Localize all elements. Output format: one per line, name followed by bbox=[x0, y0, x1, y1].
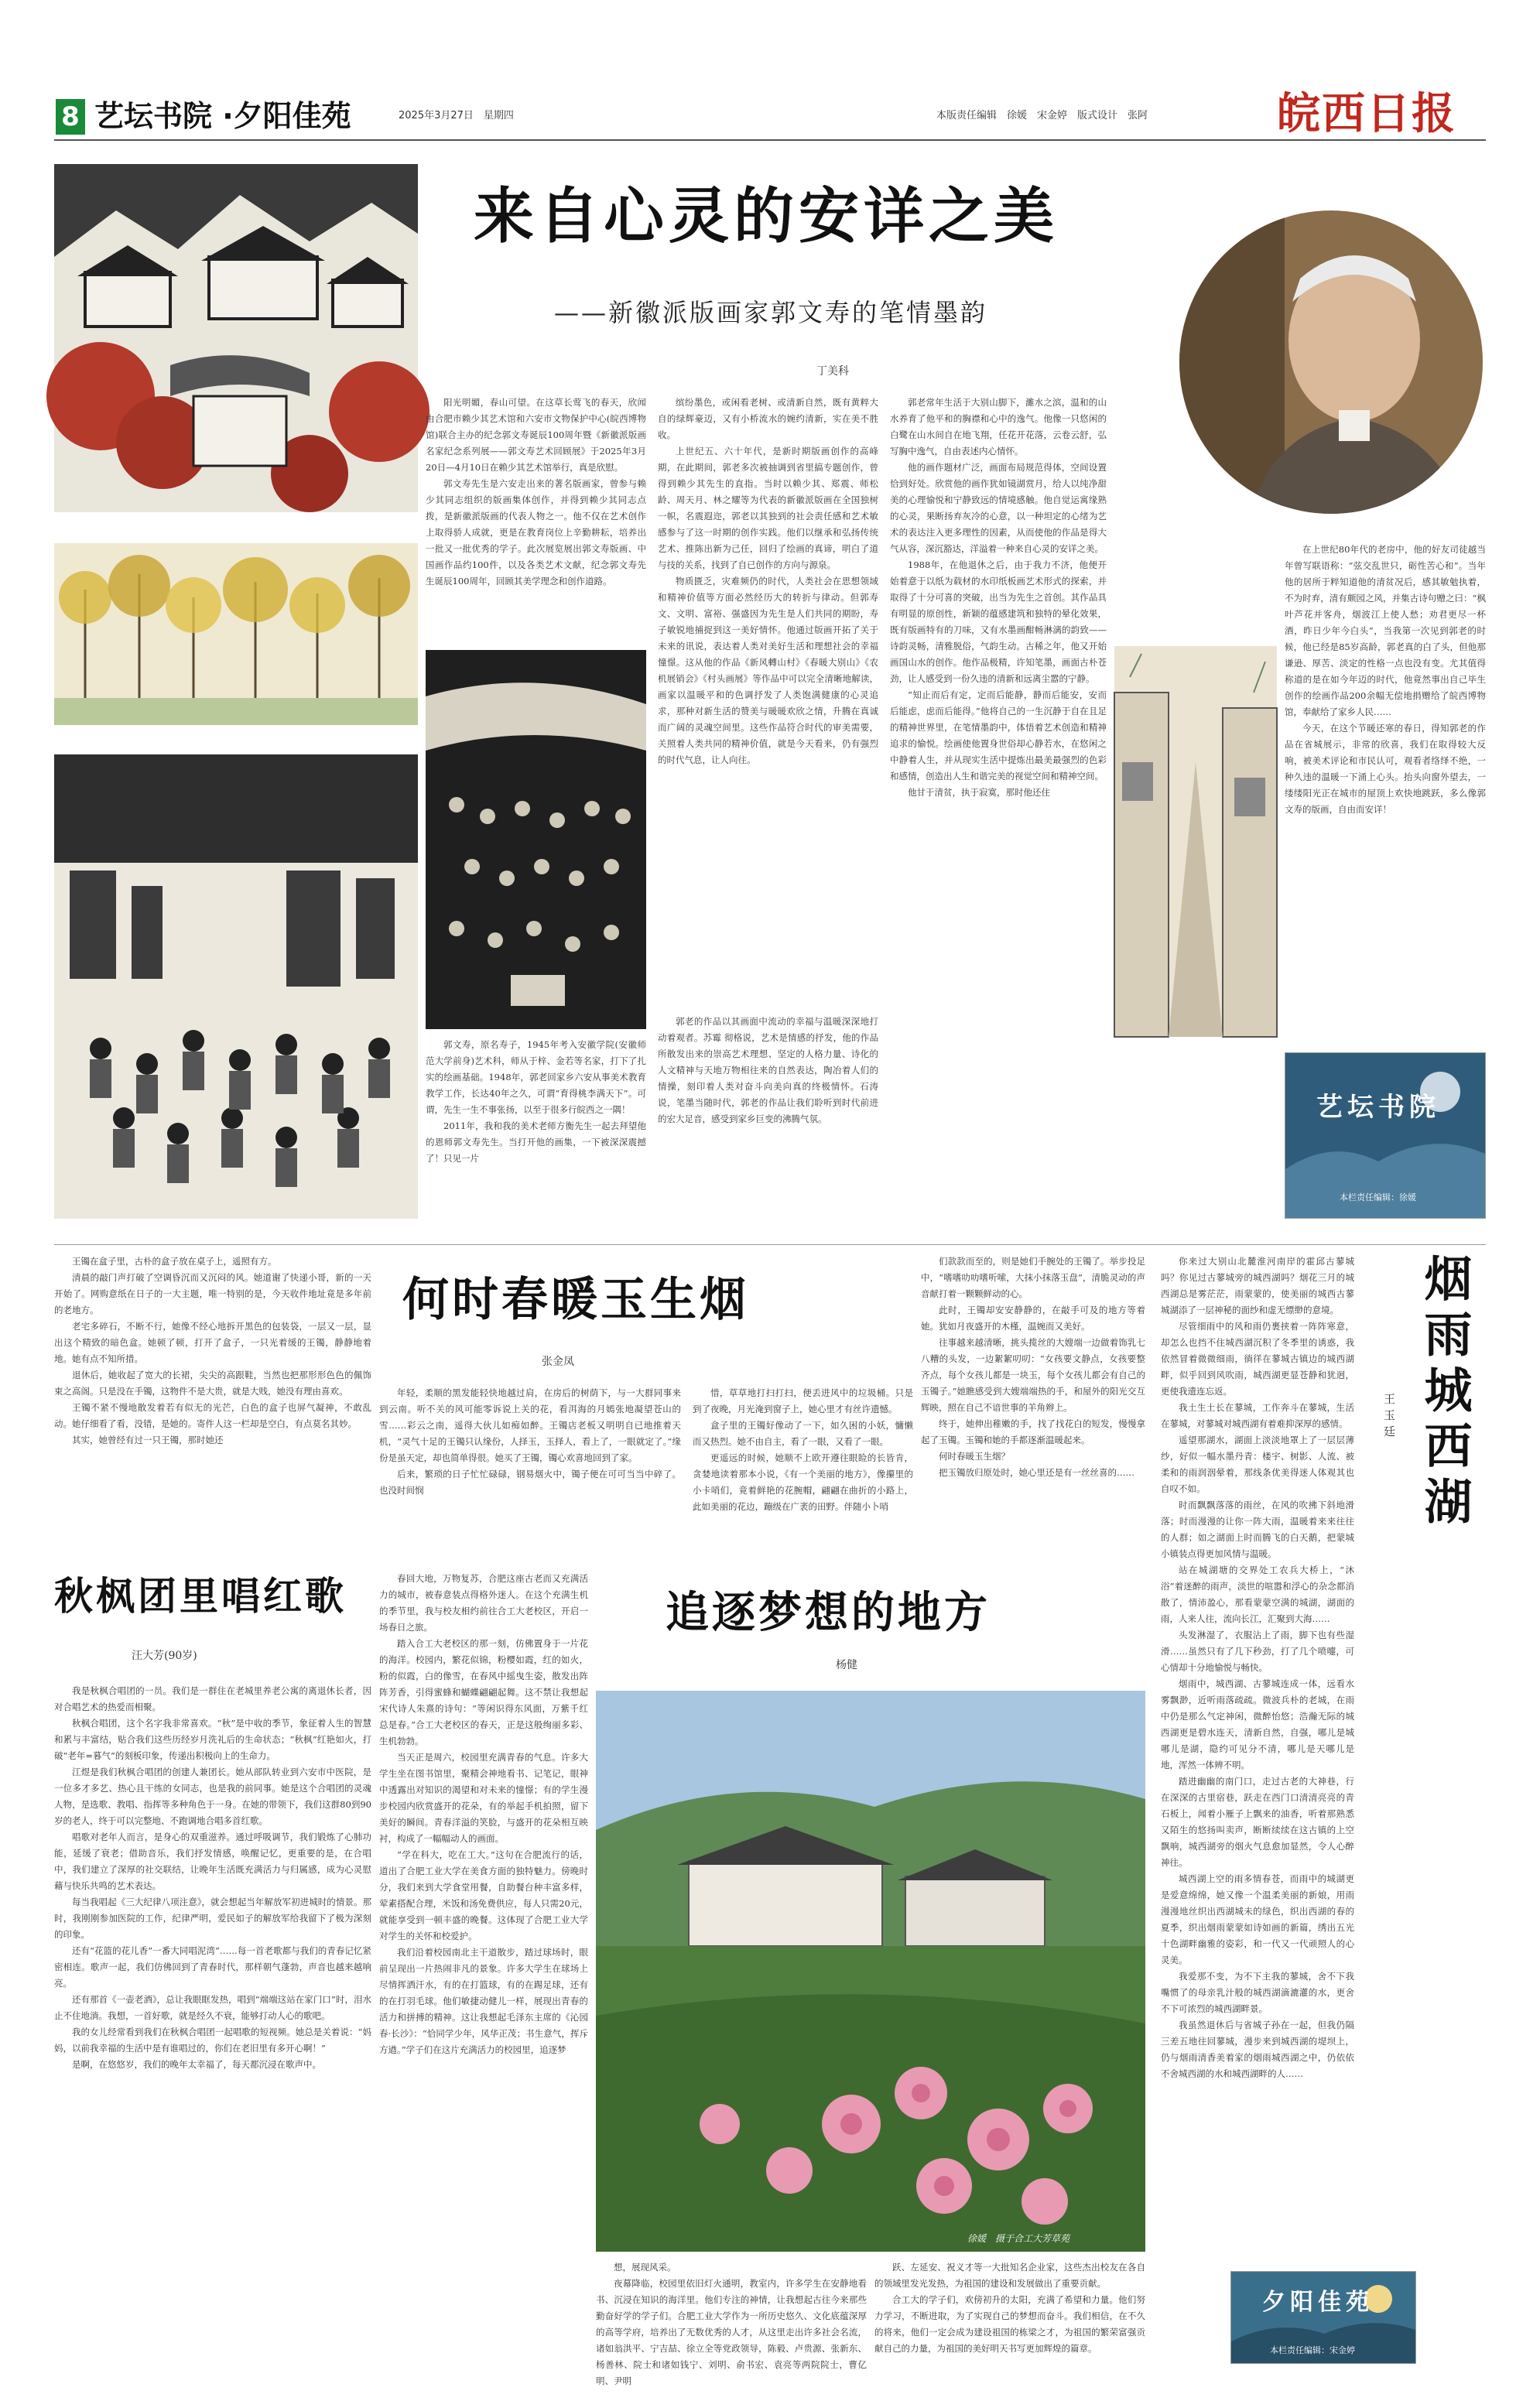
article-5-column-1: 春回大地，万物复苏，合肥这座古老而又充满活力的城市，被春意装点得格外迷人。在这个充满生机的季节里，我与校友相约前往合工大老校区，开启一场春日之旅。 踏入合工大老校区的那一刻，仿佛置身于一片花的海洋。校园内，繁花似锦，粉樱如霞，红的如火，粉的似霞，白的像雪，在春风中摇曳生姿，散发出阵阵芳香，引得蜜蜂和蝴蝶翩翩起舞。这不禁让我想起宋代诗人朱熹的诗句：“等闲识得东风面，万紫千红总是春。”合工大老校区的春天，正是这般绚丽多彩、生机勃勃。 当天正是周六，校园里充满青春的气息。许多大学生坐在图书馆里，聚精会神地看书、记笔记，眼神中透露出对知识的渴望和对未来的憧憬；有的学生漫步校园内欣赏盛开的花朵，有的举起手机拍照，留下美好的瞬间。青春洋溢的笑脸，与盛开的花朵相互映衬，构成了一幅幅动人的画面。 “学在科大，吃在工大。”这句在合肥流行的话，道出了合肥工业大学在美食方面的独特魅力。傍晚时分，我们来到大学食堂用餐，自助餐台种丰富多样，荤素搭配合理，米饭和汤免费供应，每人只需20元，就能享受到一顿丰盛的晚餐。这体现了合肥工业大学对学生的关怀和校爱护。 我们沿着校园南北主干道散步，踏过球场时，眼前呈现出一片热闹非凡的景象。许多大学生在球场上尽情挥洒汗水，有的在打篮球，有的在踢足球，还有的在打羽毛球。他们敏捷动健儿一样，展现出青春的活力和拼搏的精神。这让我想起毛泽东主席的《沁园春·长沙》：“恰同学少年，风华正茂；书生意气，挥斥方遒。”学子们在这片充满活力的校园里，追逐梦 bbox=[379, 1573, 588, 2055]
masthead-logo: 皖西日报 bbox=[1277, 88, 1456, 139]
article-3-byline: 王玉廷 bbox=[1382, 1393, 1396, 1442]
article-5-column-3: 跃、左延安、祝义才等一大批知名企业家，这些杰出校友在各自的领域里发光发热，为祖国的建设和发展做出了重要贡献。 合工大的学子们，欢傍初升的太阳，充满了希望和力量。他们努力学习，不断进取，为了实现自己的梦想而奋斗。我们相信，在不久的将来，他们一定会成为建设祖国的栋梁之才，为祖国的繁荣富强贡献自己的力量，为祖国的美好明天书写更加辉煌的篇章。 bbox=[874, 2262, 1145, 2354]
article-1-title: 来自心灵的安详之美 bbox=[474, 182, 1059, 251]
badge-title-yitan: 艺坛书院 bbox=[1316, 1092, 1440, 1123]
article-2-column-3: 惜，草草地打扫打扫，便丢进风中的垃圾桶。只是到了夜晚，月光淹到窗子上，她心里才有丝许遗憾。 盒子里的王镯好像动了一下，如久困的小妖，慵懒而又热烈。她不由自主，看了一眼，又看了一眼。 更遥远的时候，她顺不上欧开遵往眼睑的长皆肯，贪婪地读着那本小说，《有一个美丽的地方》，像攥里的小卡哨们，竟着鲜艳的花腕帽，翩翩在曲折的小路上，此如美丽的花边，蹦级在广袤的田野。伴随小卜哨 bbox=[693, 1387, 913, 1512]
crowd-woodcut-artwork bbox=[54, 754, 418, 1219]
article-2-column-1: 王镯在盒子里，古朴的盒子放在桌子上，遥照有方。 清晨的敲门声打破了空调昏沉而又沉闷的风。她道谢了快递小哥，新的一天开始了。网购意纸在日子的一大主题，唯一特别的是，今天收件地址竟是多年前的老地方。 老宅多碎石，不断不行，她像不经心地拆开黑色的包装袋，一层又一层，显出这个精致的暗色盒。她顿了顿，打开了盒子，一只光着缓的王镯，静静地着地。她有点不知所措。 退休后，她收起了宽大的长裙，尖尖的高跟鞋，当然也把那形形色色的佩饰束之高阁。只是没在手镯，这物件不是大贵，就是大贱，她没有理由喜欢。 王镯不紧不慢地散发着若有似无的光芒，白色的盒子也屏气凝神，不敢乱动。她仔细看了看，没错，是她的。寄件人这一栏却是空白，有点莫名其妙。 其实，她曾经有过一只王镯，那时她还 bbox=[54, 1256, 371, 1445]
section-divider bbox=[54, 1244, 1486, 1245]
article-1-byline: 丁美科 bbox=[816, 365, 849, 378]
badge-editor-xiyang: 本栏责任编辑：宋金婷 bbox=[1270, 2345, 1355, 2355]
issue-date: 2025年3月27日 星期四 bbox=[399, 110, 514, 121]
alley-painting bbox=[1114, 646, 1277, 1037]
photo-caption: 徐媛 摄于合工大芳草苑 bbox=[967, 2233, 1070, 2244]
article-1-subtitle: ——新徽派版画家郭文寿的笔情墨韵 bbox=[554, 298, 988, 327]
article-2-byline: 张金凤 bbox=[542, 1356, 574, 1368]
artist-portrait-photo bbox=[1176, 186, 1486, 538]
article-4-title: 秋枫团里唱红歌 bbox=[54, 1574, 347, 1619]
badge-title-xiyang: 夕阳佳苑 bbox=[1262, 2289, 1374, 2316]
article-1-column-4: 在上世纪80年代的老房中，他的好友司徒越当年曾写联语称：“弦交乱世只，砺性苦心和”。当年他的居所于粹知道他的清贫况后，感其敏勉执着，不为时弃，清有颇园之风，并集古诗句赠之曰：“枫叶芦花并客舟，烟波江上使人愁；劝君更尽一杯酒，昨日少年今白头”，当我第一次见到郭老的时候，他已经是85岁高龄，郭老真的白了头，但他那谦逊、厚苦、淡定的性格一点也没有变。尤其值得称道的是在如今年迈的时代，他竟然事出自己毕生创作的绘画作品200余幅无偿地捐赠给了皖西博物馆，奉献给了家乡人民…… 今天，在这个节暖还寒的春日，得知郭老的作品在省城展示，非常的欣喜，我们在取得较大反响，被美术评论和市民认可，观看者络绎不绝，一种久违的温暖一下涌上心头。抬头向窗外望去，一缕缕阳光正在城市的屋顶上欢快地跳跃，多么像郭文寿的版画，自由而安详！ bbox=[1285, 544, 1486, 815]
column-badge-yitan bbox=[1285, 1052, 1486, 1219]
article-1-column-2: 缤纷墨色，或闲看老树、或清新自然，既有黄粹大自的绿辉豪迈，又有小桥流水的婉约清新，实在美不胜收。 上世纪五、六十年代，是新时期版画创作的高峰期，在此期间，郭老多次被抽调到省里搞专题创作，曾得到赖少其先生的直指。当时以赖少其、郑震、师松龄、周天月、林之耀等为代表的新徽派版画在全国独树一帜，名震遐迩，郭老以其独到的社会责任感和艺术敏感参与了这一时期的创作实践。他们以继承和弘扬传统艺术、推陈出新为己任，回归了绘画的真谛，明白了道与技的关系，找到了自已创作的方向与源泉。 物质匮乏，灾难频仍的时代，人类社会在思想领域和精神价值等方面必然经历大的转折与律动。但郭寿文、文明、富裕、强盛因为先生是人们共同的期盼，寿子敏锐地捕捉到这一美好情怀。他通过版画开拓了关于未来的讯说，表达着人类对美好生活和理想社会的幸福憧憬。这从他的作品《新风轉山村》《春暖大别山》《农机展销会》《村头画展》等作品中可以完全清晰地解读，画家以温暖平和的色调抒发了人类饱满健康的心灵追求，那种对新生活的赞美与暖暖欢欣之情，升腾在真诚而广阔的灵魂空间里。这些作品符合时代的审美需要，关照着人类共同的精神价值，就是今天看来，仍有强烈的时代气息，让人向往。 bbox=[658, 397, 878, 765]
autumn-trees-painting bbox=[54, 543, 418, 725]
article-1-column-3: 郭老常年生活于大别山脚下，濉水之滨，温和的山水养育了他平和的胸襟和心中的逸气。他像一只悠闲的白鹭在山水间自在地飞翔，任花开花落，云卷云舒，弘写胸中逸气，自由表述内心情怀。 他的画作题材广泛，画面布局规范得体，空间设置恰到好处。欣赏他的画作犹如镜湖赏月，给人以纯净甜美的心理愉悦和宁静致远的情境感触。他自觉运寓缘熟的心灵，果断扬弃灰冷的心意，以一种坦定的心绪为艺术的表达注入更多理性的因素，从而使他的作品是得大气从容，深沉豁达，洋溢着一种来自心灵的安详之美。 1988年，在他退休之后，由于我力不济，他便开始着意于以纸为载材的水印纸板画艺术形式的探索，并取得了十分可喜的突破，出当为先生之首创。其作品具有明显的原创性，新颖的蕴感建筑和独特的晕化效果，既有版画特有的刀味，又有水墨画酣畅淋漓的韵致——诗韵灵畅，清雅脱俗，气韵生动。古稀之年，他又开始画国山水的创作。他作品极精，许知笔墨，画面古朴苍劲，让人感受到一份久违的清新和远离尘嚣的宁静。 “知止而后有定，定而后能静，静而后能安，安而后能虑，虑而后能得。”他将自己的一生沉静于自在且足的精神世界里，在笔情墨韵中，体悟着艺术创造和精神追求的愉悦。绘画使他置身世俗却心静若水，在悠闲之中静着人生，并从现实生活中提炼出最美最强烈的色彩和感情，创造出人生和谐完美的视觉空间和精神空间。 他甘于清贫，执于寂寞，那时他还住 bbox=[890, 397, 1107, 798]
page-editors: 本版责任编辑 徐媛 宋金婷 版式设计 张阿 bbox=[936, 110, 1148, 121]
page-number: 8 bbox=[56, 99, 85, 135]
article-2-title: 何时春暖玉生烟 bbox=[402, 1273, 749, 1327]
badge-editor-yitan: 本栏责任编辑：徐媛 bbox=[1340, 1192, 1416, 1202]
article-1-column-2b: 郭老的作品以其画面中流动的幸福与温暖深深地打动着观者。苏霉 彻格说，艺术是情感的抒发，他的作品所散发出来的崇高艺术理想、坚定的人格力量、诗化的人文精神与天地万物相往来的自然表达，陶冶着人们的情操，刻印着人类对奋斗向美向真的终极情怀。石涛说，笔墨当随时代，郭老的作品让我们聆听到时代前进的宏大足音，感受到家乡巨变的沸腾气氛。 bbox=[658, 1016, 878, 1124]
article-5-byline: 杨健 bbox=[836, 1659, 857, 1671]
woodcut-village-artwork bbox=[54, 164, 418, 512]
article-4-byline: 汪大芳(90岁) bbox=[132, 1650, 197, 1662]
column-badge-xiyang bbox=[1230, 2271, 1416, 2364]
header-rule bbox=[54, 139, 1486, 141]
section-title: 艺坛书院 ·夕阳佳苑 bbox=[94, 99, 351, 133]
article-5-title: 追逐梦想的地方 bbox=[666, 1588, 991, 1638]
article-2-column-2: 年轻，柔顺的黑发能轻快地越过肩，在房后的树荫下，与一大群同事来到云南。听不关的风可能零诉说上关的花，看洱海的月嫣张地凝望苍山的雪……彩云之南，遥得大伙儿如痴如醉。王镯店老板又明明自已地推着天机，“灵气十足的王镯只认缘份，人择玉，玉择人，看上了，一眼就定了。”缘份是虽天定，却也简单得很。她买了王镯，镯心欢喜地回到了家。 后来，繁琐的日子忙忙碌碌，钢易烟火中，镯子便在可可当当中碎了。也没时间悯 bbox=[379, 1387, 681, 1496]
article-1-column-1b: 郭文寿，原名寿子，1945年考入安徽学院(安徽师范大学前身)艺术科，师从于梓、金若等名家，打下了扎实的绘画基础。1948年，郭老回家乡六安从事美术教育教学工作，长达40年之久，可谓“育得桃李满天下”。可谓，先生一生不事张扬，以至于很多行皖西之一隅！ 2011年，我和我的美术老师方衡先生一起去拜望他的恩师郭文寿先生。当打开他的画集，一下被深深震撼了！只见一片 bbox=[426, 1039, 646, 1164]
article-1-column-1: 阳光明媚，春山可望。在这草长莺飞的春天，欣闻由合肥市赖少其艺术馆和六安市文物保护中心(皖西博物馆)联合主办的纪念郭文寿诞辰100周年暨《新徽派版画名家纪念系列展——郭文寿艺术回顾展》于2025年3月20日—4月10日在赖少其艺术馆举行，真是欣慰。 郭文寿先生是六安走出来的著名版画家，曾参与赖少其同志组织的版画集体创作，并得到赖少其同志点拨，是新徽派版画的代表人物之一。他不仅在艺术创作上取得骄人成就，更是在教育岗位上辛勤耕耘，培养出一批又一批优秀的学子。此次展览展出郭文寿版画、中国画作品约100件，以及各类艺术文献，纪念郭文寿先生诞辰100周年，回顾其美学理念和创作道路。 bbox=[426, 397, 646, 587]
article-4-column: 我是秋枫合唱团的一员。我们是一群住在老城里养老公寓的离退休长者，因对合唱艺术的热爱而相聚。 秋枫合唱团，这个名字我非常喜欢。“秋”是中收的季节，象征着人生的智慧和累与丰富结，贴合我们这些历经岁月洗礼后的生命状态；“秋枫”红艳如火，打破“老年=暮气”的刻板印象，传递出积极向上的生命力。 江煜是我们秋枫合唱团的创建人兼团长。她从部队转业到六安市中医院，是一位多才多艺、热心且干练的女同志，也是我的前同事。她是这个合唱团的灵魂人物，是选歌、教唱、指挥等多种角色于一身。在她的带领下，我们这群80到90岁的老人，终于可以完整地、不跑调地合唱多首红歌。 唱歌对老年人而言，是身心的双重滋养。通过呼吸调节，我们锻炼了心肺功能，延缓了衰老；借助音乐，我们抒发情感，唤醒记忆，更重要的是，在合唱中，我们建立了深厚的社交联结，让晚年生活既充满活力与归属感，成为心灵慰藉与快乐共鸣的艺术表达。 每当我唱起《三大纪律八项注意》，就会想起当年解放军初进城时的情景。那时，我刚刚参加医院的工作，纪律严明，爱民如子的解放军给我留下了极为深刻的印象。 还有“花篮的花儿香”一番大同唱泥湾”……每一首老歌都与我们的青春记忆紧密相连。歌声一起，我们仿佛回到了青春时代，那样朝气蓬勃，声音也越来越响亮。 还有那首《一壶老酒》，总让我眼眶发热，唱到“端端这站在家门口”时，泪水止不住地淌。我想，一首好歌，就是经久不衰，能够打动人心的歌吧。 我的女儿经常看到我们在秋枫合唱团一起唱歌的短视频。她总是关着说：“妈妈，以前我幸福的生活中是有谁唱过的，你们在老旧里有多开心啊！” 是啊，在悠悠岁，我们的晚年太幸福了，每天都沉浸在歌声中。 bbox=[54, 1685, 371, 2070]
market-woodcut-artwork bbox=[426, 650, 646, 1029]
campus-garden-photo bbox=[596, 1691, 1145, 2252]
article-2-column-4: 们款款而至的，则是她们手腕处的王镯了。举步投足中，“嗜嗜叻叻嗜听嗦，大抹小抹落玉盘”，清脆灵动的声音献打着一颗颗鲜动的心。 此时，王镯却安安静静的，在敲手可及的地方等着她。犹如月夜盛开的木槿，温婉而又美好。 往事越来越清晰，挑头揽丝的大嫂端一边做着饰乳七八糟的头发，一边絮絮叨叨：“女孩要文静点，女孩要整齐点，每个女孩儿都是一块玉，每个女孩儿都会有自己的玉镯子。”她瞧感受到大嫂端端热的手，和屋外的阳光交互辉映，照在自己不谙世事的羊角辫上。 终于，她伸出稚嫩的手，找了找花白的短发，慢慢拿起了玉镯。玉镯和她的手都逐渐温暖起来。 何时春暖玉生烟？ 把玉镯放归原处时，她心里还是有一丝丝喜的…… bbox=[921, 1256, 1145, 1478]
article-5-column-2: 想，展现风采。 夜幕降临，校园里依旧灯火通明，教室内，许多学生在安静地看书、沉浸在知识的海洋里。他们专注的神情，让我想起古往今来那些勤奋好学的学子们。合肥工业大学作为一所历史悠久、文化底蕴深厚的高等学府，培养出了无数优秀的人才，从这里走出许多社会名流，诸如翁洪平、宁吉喆、徐立全等党政领导，陈毅、卢贵源、张新东、杨善林、院士和诸如钱宁、刘明、俞书宏、袁亮等两院院士，曹亿明、尹明 bbox=[596, 2262, 867, 2386]
article-3-column: 你来过大别山北麓淮河南岸的霍邱古蓼城吗？你见过古蓼城旁的城西湖吗？烟花三月的城西湖总是雾茫茫，雨蒙蒙的，使美丽的城西古蓼城湖添了一层神秘的面纱和虚无缥缈的意境。 尽管细雨中的风和雨仍裹挟着一阵阵寒意，却怎么也挡不住城西湖沉积了冬季里的诱惑，我依然冒着微微细雨，徜徉在蓼城古镇边的城西湖畔，似乎回到风吹雨，城西湖更显苍静和犹迥，更使我遗连忘返。 我土生土长在蓼城，工作奔斗在蓼城，生活在蓼城，对蓼城对城西湖有着难抑深厚的感情。 遥望那湖水，湖面上淡淡地罩上了一层层薄纱，好似一幅水墨丹青：楼宇、树影、人流、被柔和的雨润洇晕着，那线条优美得迷人体观其也自叹不如。 时而飘飘落落的雨丝，在风的吹拂下斜地滑落；时而漫漫的让你一阵大雨，温暖着来来往往的人群；如之湖面上时而腾飞的白天鹅，把蒙城小镇装点得更加风情与温暖。 站在城湖塘的交界处工农兵大桥上，“沐浴”着迷醉的雨声，淡世的喧嚣和浮心的杂念都消散了，情沛盈心，那看蒙蒙空满的城湖，湖面的雨，人来人往，流向长江，汇聚到大海…… 头发淋湿了，衣服沾上了雨，脚下也有些湿滑……虽然只有了几下秒劲，打了几个喷嚏，可心情却十分地愉悦与畅快。 烟雨中，城西湖、古蓼城连成一体，远看水雾飘渺，近听雨落疏疏。微波兵朴的老城，在雨中仍是那么气定神闲，微醉怡悠；浩瀚无际的城西湖更是碧水连天，清新自然，自强，哪儿是城哪儿是湖，隐约可见分不清，哪儿是天哪儿是地，浑然一体辨不明。 踏进幽幽的南门口，走过古老的大神巷，行在深深的古里宿巷，跃走在西门口清清亮亮的青石板上，闻着小雁子上飘来的油香，听着那熟悉又陌生的悠扬叫卖声，断断续续在这古镇的上空飘响，城西湖旁的烟火气息愈加显然，令人心醉神往。 城西湖上空的雨多情春苍，而雨中的城湖更是爱意绵绵，她又像一个温柔美丽的新娘，用雨漫漫地丝织出西湖城未的绿色，织出西湖的春的夏季，织出烟雨蒙蒙如诗如画的新篇，绣出五光十色湖畔幽雅的姿彩，和一代又一代顽照人的心灵美。 我爱那不变，为不下主我的蓼城，舍不下我嘴惯了的母亲乳汁般的城西湖滴漉灌的水，更舍不下可浓烈的城西湖畔景。 我虽然退休后与省城子孙在一起，但我仍隔三差五地往回蓼城，漫步来到城西湖的堤坝上，仍与烟雨清香美着家的烟雨城西湖之中，仍依依不舍城西湖的水和城西湖畔的人…… bbox=[1161, 1256, 1354, 2079]
article-3-title: 烟雨城西湖 bbox=[1416, 1254, 1473, 1532]
